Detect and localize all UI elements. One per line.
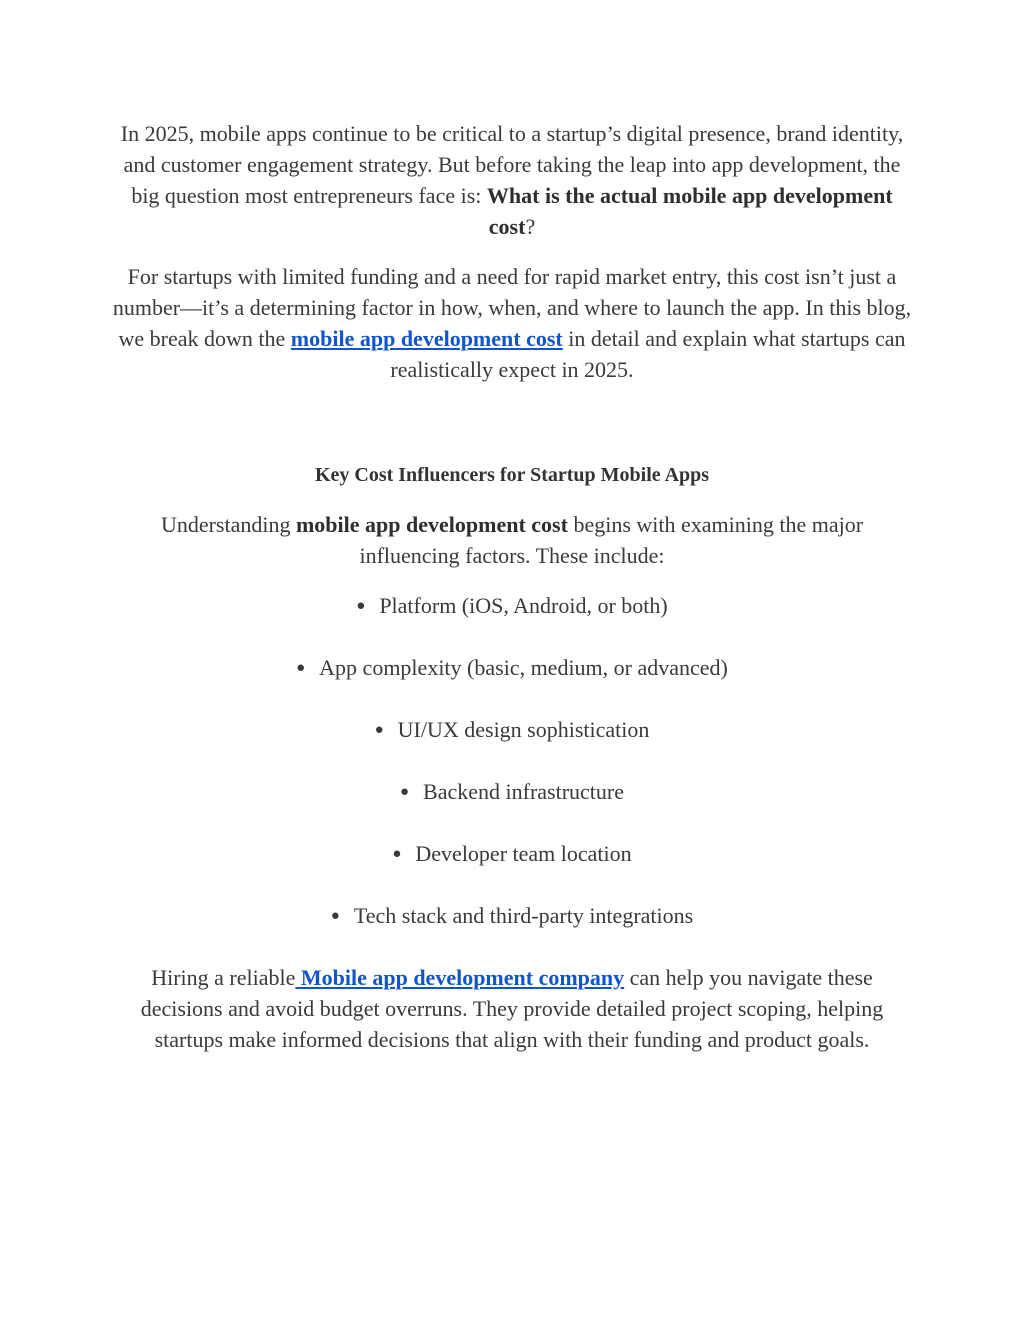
overview-text-end: in detail and explain what startups can realistically expect in 2025.	[390, 326, 906, 382]
bullet-dot: ●	[330, 908, 340, 924]
overview-text-start: For startups with limited funding and a need for rapid market entry, this cost isn’t just a number—it’s a determining factor in how, when, and where to launch the app. In this blog, we break down the	[112, 264, 912, 351]
bullet-dot: ●	[374, 722, 384, 738]
list-item	[0, 590, 1024, 621]
cost-factors-list	[0, 590, 1024, 931]
influencers-text-start: Understanding	[160, 512, 296, 537]
blog-overview-paragraph	[112, 261, 912, 385]
bullet-dot: ●	[356, 598, 366, 614]
influencers-intro-paragraph	[112, 509, 912, 571]
company-paragraph	[117, 962, 907, 1055]
list-item-text: Platform (iOS, Android, or both)	[379, 593, 668, 618]
list-item	[0, 714, 1024, 745]
intro-paragraph	[112, 118, 912, 242]
section-heading: Key Cost Influencers for Startup Mobile Apps	[314, 464, 710, 486]
list-item	[0, 838, 1024, 869]
list-item-text: Backend infrastructure	[423, 779, 625, 804]
list-item-text: Developer team location	[415, 841, 632, 866]
company-text-start: Hiring a reliable	[151, 965, 296, 990]
intro-text: In 2025, mobile apps continue to be critical to a startup’s digital presence, brand identity, and customer engagement strategy. But before taking the leap into app development, the big question most entrepreneurs face is:	[120, 121, 904, 208]
list-item	[0, 776, 1024, 807]
mobile-app-cost-link[interactable]: mobile app development cost	[290, 326, 563, 351]
mobile-app-company-link[interactable]: Mobile app development company	[295, 965, 625, 990]
list-item	[0, 900, 1024, 931]
intro-question-mark: ?	[525, 214, 536, 239]
list-item	[0, 652, 1024, 683]
list-item-text: App complexity (basic, medium, or advanced)	[319, 655, 728, 680]
list-item-text: UI/UX design sophistication	[397, 717, 650, 742]
influencers-bold-term: mobile app development cost	[295, 512, 568, 537]
bullet-dot: ●	[399, 784, 410, 800]
list-item-text: Tech stack and third-party integrations	[353, 903, 694, 928]
influencers-text-end: begins with examining the major influencing factors. These include:	[359, 512, 864, 568]
bullet-dot: ●	[392, 846, 402, 862]
company-text-end: can help you navigate these decisions and avoid budget overruns. They provide detailed project scoping, helping startups make informed decisions that align with their funding and product goals.	[140, 965, 884, 1052]
bullet-dot: ●	[296, 660, 306, 676]
intro-question-bold: What is the actual mobile app development cost	[486, 183, 893, 239]
